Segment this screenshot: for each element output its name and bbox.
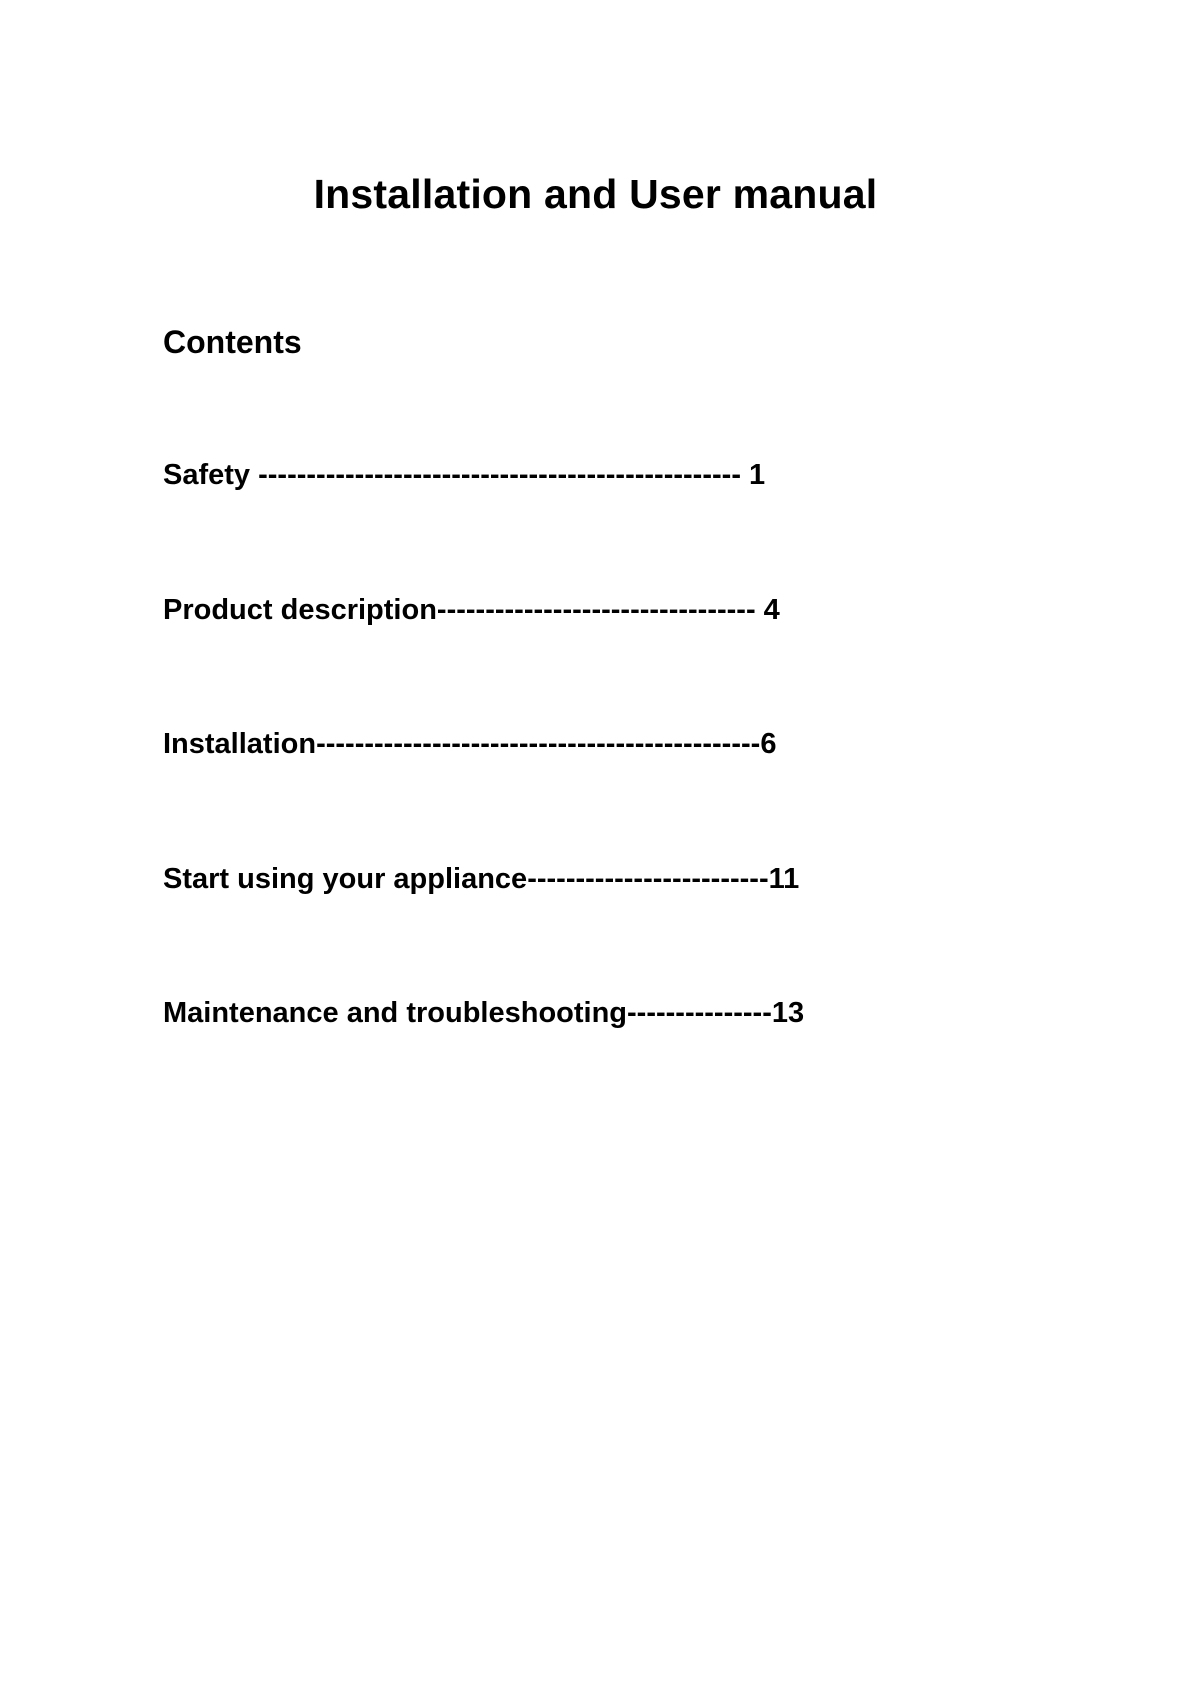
toc-entry-safety [163,457,765,493]
toc-entry-label: Maintenance and troubleshooting [163,997,628,1029]
toc-entry-label: Installation [163,728,317,760]
toc-entry-maintenance [163,995,804,1031]
toc-entry-installation [163,726,776,762]
toc-entry-leader: -------------------------------------------------- [258,459,750,491]
toc-entry-label: Product description [163,594,437,626]
toc-entry-page: 11 [768,863,800,895]
document-title: Installation and User manual [313,171,878,217]
contents-heading: Contents [163,324,302,360]
toc-entry-page: 1 [749,459,766,491]
toc-entry-page: 4 [763,594,780,626]
toc-entry-page: 13 [771,997,805,1029]
toc-entry-leader: ------------------------- [527,863,769,895]
toc-entry-leader: --------------------------------- [436,594,764,626]
toc-entry-start-using [163,861,799,897]
toc-entry-leader: ---------------------------------------------- [316,728,761,760]
toc-entry-label: Safety [163,459,259,491]
toc-entry-product-description [163,592,780,628]
toc-entry-label: Start using your appliance [163,863,528,895]
toc-entry-page: 6 [760,728,777,760]
toc-entry-leader: --------------- [627,997,772,1029]
